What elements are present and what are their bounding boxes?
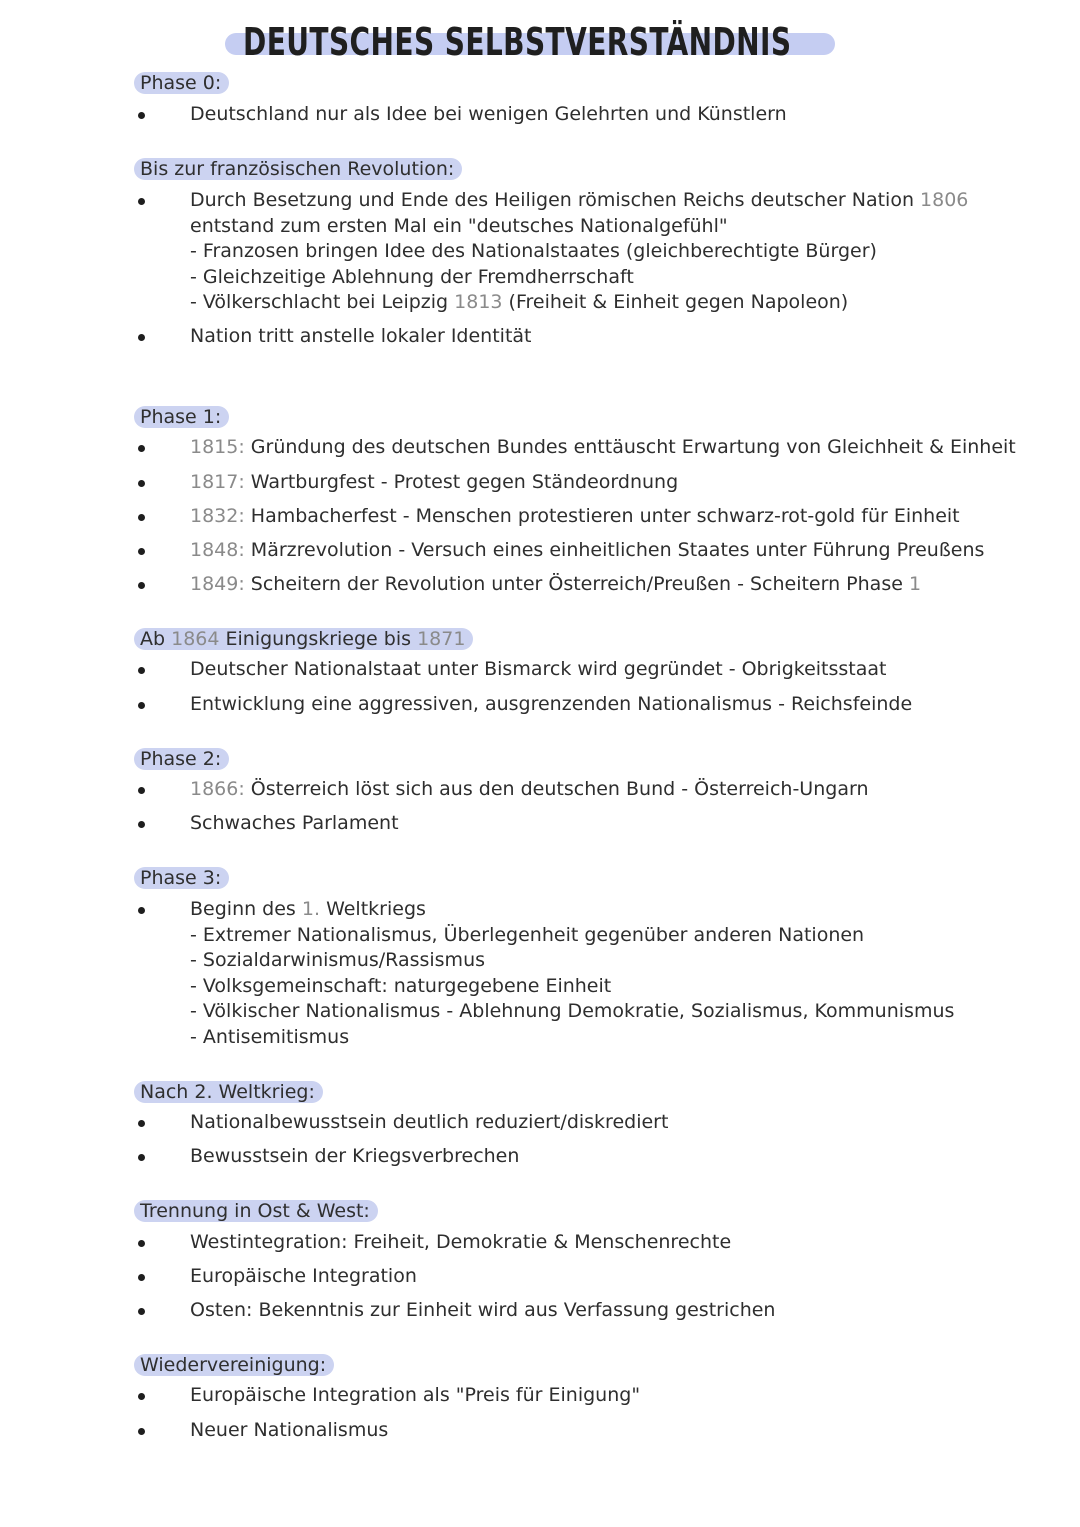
bullet-icon: [138, 1240, 145, 1247]
list-item-subline: - Sozialdarwinismus/Rassismus: [190, 949, 486, 971]
section-heading-nach-weltkrieg: Nach 2. Weltkrieg:: [134, 1081, 323, 1103]
list-item-subline: - Antisemitismus: [190, 1025, 350, 1048]
list-item-subline: - Volksgemeinschaft: naturgegebene Einheit: [190, 974, 612, 997]
page-title: DEUTSCHES SELBSTVERSTÄNDNIS: [243, 20, 792, 64]
list-item-line: entstand zum ersten Mal ein "deutsches Nationalgefühl": [190, 214, 728, 237]
bullet-icon: [138, 1154, 145, 1161]
bullet-icon: [138, 907, 145, 914]
bullet-icon: [138, 1308, 145, 1315]
bullet-icon: [138, 334, 145, 341]
section-heading-revolution: Bis zur französischen Revolution:: [134, 158, 462, 180]
bullet-icon: [138, 480, 145, 487]
section-heading-phase-2: Phase 2:: [134, 748, 229, 770]
bullet-icon: [138, 667, 145, 674]
section-heading-phase-3: Phase 3:: [134, 867, 229, 889]
bullet-icon: [138, 702, 145, 709]
bullet-icon: [138, 1428, 145, 1435]
bullet-icon: [138, 582, 145, 589]
bullet-icon: [138, 445, 145, 452]
bullet-icon: [138, 1393, 145, 1400]
bullet-icon: [138, 787, 145, 794]
notes-page: DEUTSCHES SELBSTVERSTÄNDNIS Phase 0: Deutschland nur als Idee bei wenigen Gelehrten und Künstlern Bis zur französischen Revolution: Durch Besetzung und Ende des Heiligen römischen Reichs deutscher Nation 1806 entstand zum ersten Mal ein "deutsches Nationalgefühl" - Franzosen bringen Idee des Nationalstaates (gleichberechtigte Bürger) - Gleichzeitige Ablehnung der Fremdherrschaft - Völkerschlacht bei Leipzig 1813 (Freiheit & Einheit gegen Napoleon) Nation tritt anstelle lokaler Identität Phase 1: 1815: Gründung des deutschen Bundes enttäuscht Erwartung von Gleichheit & Einheit 1817: Wartburgfest - Protest gegen Ständeordnung 1832: Hambacherfest - Menschen protestieren unter schwarz-rot-gold für Einheit 1848: Märzrevolution - Versuch eines einheitlichen Staates unter Führung Preußens 1849: Scheitern der Revolution unter Österreich/Preußen - Scheitern Phase 1 Ab 1864 Einigungskriege bis 1871 Deutscher Nationalstaat unter Bismarck wird gegründet - Obrigkeitsstaat Entwicklung eine aggressiven, ausgrenzenden Nationalismus - Reichsfeinde Phase 2: 1866: Österreich löst sich aus den deutschen Bund - Österreich-Ungarn Schwaches Parlament Phase 3: Beginn des 1. Weltkriegs - Extremer Nationalismus, Überlegenheit gegenüber anderen Nationen - Sozialdarwinismus/Rassismus - Volksgemeinschaft: naturgegebene Einheit - Völkischer Nationalismus - Ablehnung Demokratie, Sozialismus, Kommunismus - Antisemitismus Nach 2. Weltkrieg: Nationalbewusstsein deutlich reduziert/diskrediert Bewusstsein der Kriegsverbrechen Trennung in Ost & West: Westintegration: Freiheit, Demokratie & Menschenrechte Europäische Integration Osten: Bekenntnis zur Einheit wird aus Verfassung gestrichen Wiedervereinigung: Europäische Integration als "Preis für Einigung" Neuer Nationalismus: [0, 0, 1080, 1527]
bullet-icon: [138, 821, 145, 828]
bullet-icon: [138, 548, 145, 555]
bullet-icon: [138, 112, 145, 119]
bullet-icon: [138, 514, 145, 521]
list-item-subline: - Völkischer Nationalismus - Ablehnung Demokratie, Sozialismus, Kommunismus: [190, 1000, 955, 1022]
section-heading-einigungskriege: Ab 1864 Einigungskriege bis 1871: [134, 628, 473, 650]
section-heading-trennung: Trennung in Ost & West:: [134, 1200, 378, 1222]
section-heading-phase-1: Phase 1:: [134, 406, 229, 428]
bullet-icon: [138, 1120, 145, 1127]
list-item-subline: - Extremer Nationalismus, Überlegenheit gegenüber anderen Nationen: [190, 923, 865, 946]
list-item-subline: - Gleichzeitige Ablehnung der Fremdherrschaft: [190, 265, 634, 288]
bullet-icon: [138, 198, 145, 205]
bullet-icon: [138, 1274, 145, 1281]
section-heading-phase-0: Phase 0:: [134, 72, 229, 94]
list-item-line: Durch Besetzung und Ende des Heiligen römischen Reichs deutscher Nation 1806: [190, 189, 969, 211]
section-heading-wiedervereinigung: Wiedervereinigung:: [134, 1354, 334, 1376]
list-item-subline: - Völkerschlacht bei Leipzig 1813 (Freiheit & Einheit gegen Napoleon): [190, 291, 849, 313]
list-item-subline: - Franzosen bringen Idee des Nationalstaates (gleichberechtigte Bürger): [190, 240, 877, 262]
list-item-line: Beginn des 1. Weltkriegs: [190, 898, 426, 920]
title-block: [225, 18, 837, 70]
